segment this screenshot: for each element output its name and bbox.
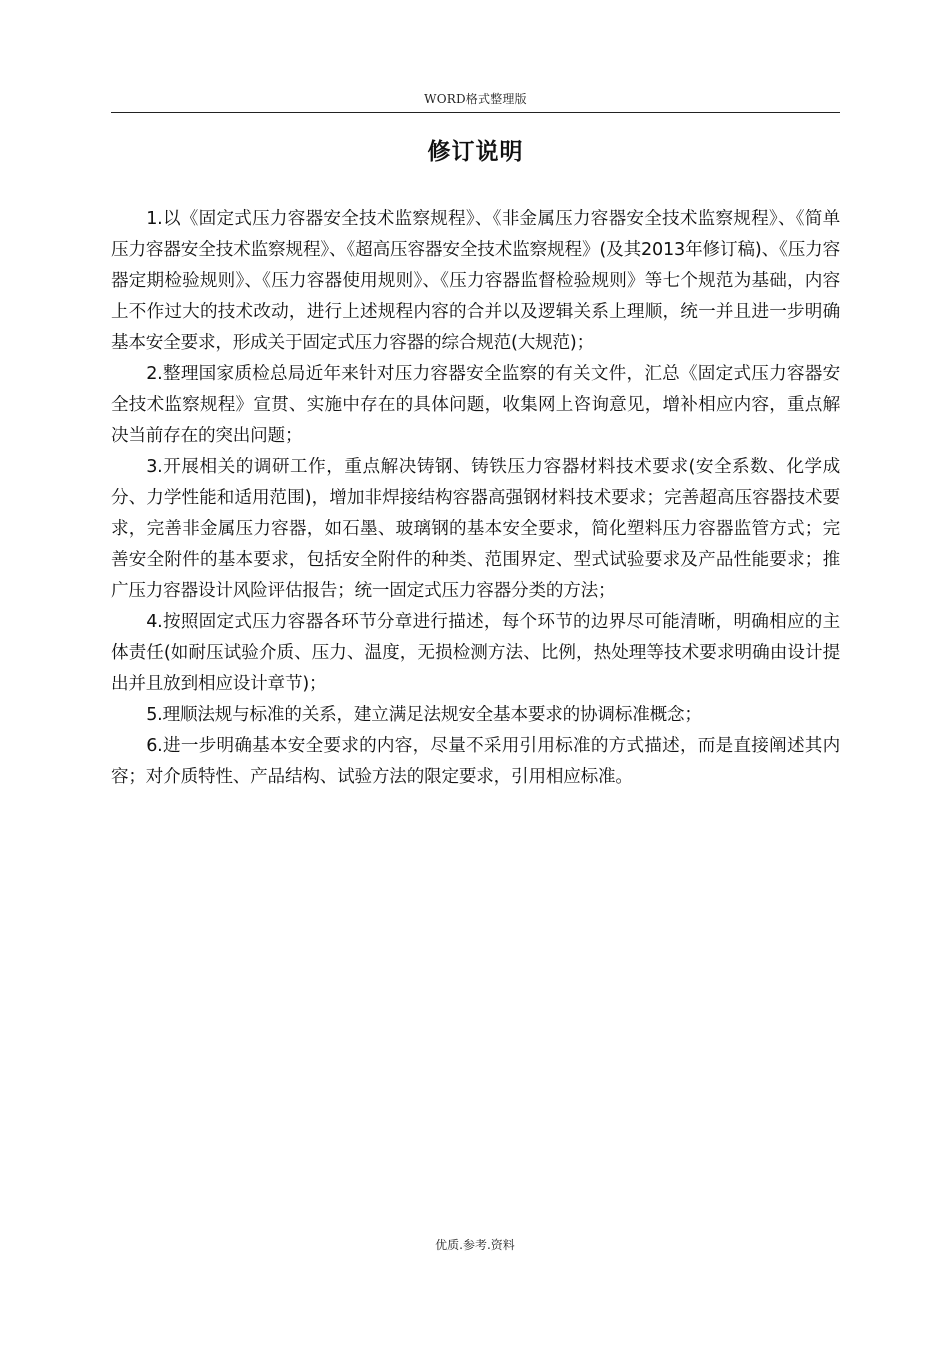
- paragraph-5: 5.理顺法规与标准的关系，建立满足法规安全基本要求的协调标准概念；: [146, 705, 702, 725]
- page-header: [111, 90, 840, 113]
- paragraph-2: 2.整理国家质检总局近年来针对压力容器安全监察的有关文件，汇总《固定式压力容器安全技术监察规程》宣贯、实施中存在的具体问题，收集网上咨询意见，增补相应内容，重点解决当前存在的突出问题；: [111, 364, 840, 446]
- paragraph-6: 6.进一步明确基本安全要求的内容，尽量不采用引用标准的方式描述，而是直接阐述其内容；对介质特性、产品结构、试验方法的限定要求，引用相应标准。: [111, 736, 840, 787]
- header-text: WORD格式整理版: [424, 92, 527, 106]
- paragraph-3: 3.开展相关的调研工作，重点解决铸钢、铸铁压力容器材料技术要求(安全系数、化学成分、力学性能和适用范围)，增加非焊接结构容器高强钢材料技术要求；完善超高压容器技术要求，完善非金属压力容器，如石墨、玻璃钢的基本安全要求，简化塑料压力容器监管方式；完善安全附件的基本要求，包括安全附件的种类、范围界定、型式试验要求及产品性能要求；推广压力容器设计风险评估报告；统一固定式压力容器分类的方法；: [111, 457, 840, 601]
- paragraph-4: 4.按照固定式压力容器各环节分章进行描述，每个环节的边界尽可能清晰，明确相应的主体责任(如耐压试验介质、压力、温度，无损检测方法、比例，热处理等技术要求明确由设计提出并且放到相应设计章节)；: [111, 612, 840, 694]
- document-title: 修订说明: [427, 139, 524, 165]
- document-body: [111, 204, 840, 793]
- page-footer: 优质.参考.资料: [435, 1238, 515, 1252]
- paragraph-1: 1.以《固定式压力容器安全技术监察规程》、《非金属压力容器安全技术监察规程》、《简单压力容器安全技术监察规程》、《超高压容器安全技术监察规程》(及其2013年修订稿)、《压力容器定期检验规则》、《压力容器使用规则》、《压力容器监督检验规则》等七个规范为基础，内容上不作过大的技术改动，进行上述规程内容的合并以及逻辑关系上理顺，统一并且进一步明确基本安全要求，形成关于固定式压力容器的综合规范(大规范)；: [111, 209, 840, 353]
